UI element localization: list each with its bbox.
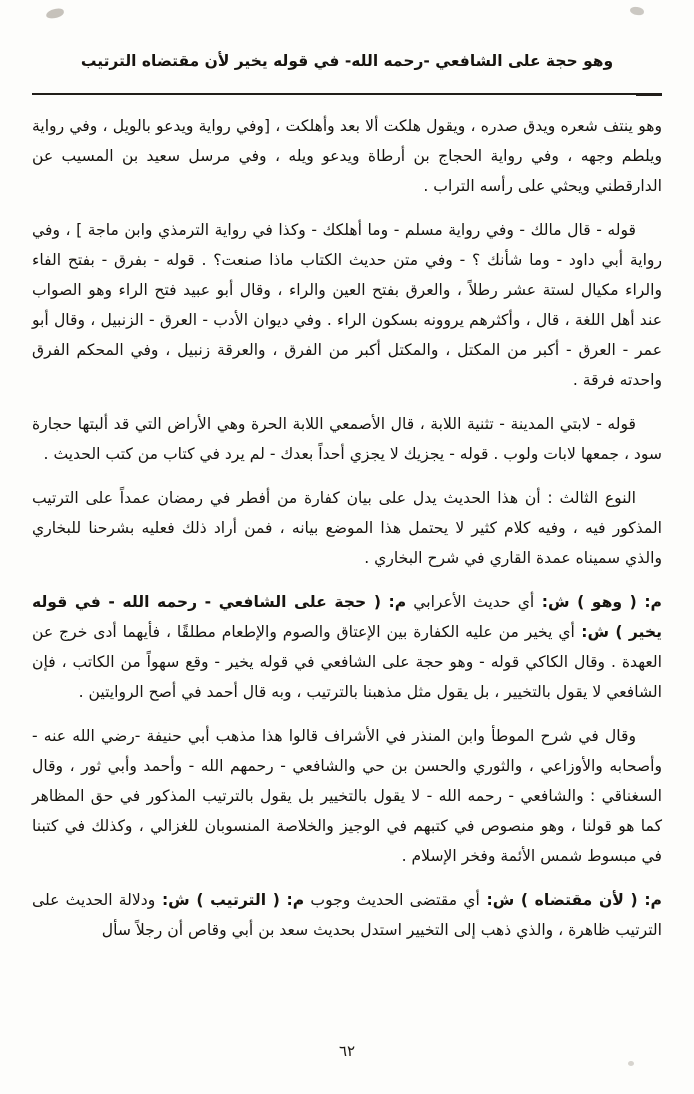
page-number: ٦٢ — [338, 1042, 356, 1060]
paragraph — [32, 483, 662, 573]
text-run: م: ( حجة على الشافعي - رحمه الله - في قوله يخير ) — [32, 593, 662, 641]
running-header: وهو حجة على الشافعي -رحمه الله- في قوله يخير لأن مقتضاه الترتيب — [80, 52, 614, 70]
text-run: وقال في شرح الموطأ وابن المنذر في الأشراف قالوا هذا مذهب أبي حنيفة -رضي الله عنه - وأصحابه والأوزاعي ، والثوري والحسن بن حي والشافعي - رحمهم الله - وأحمد وأبي ثور ، وقال السغناقي : والشافعي - رحمه الله - لا يقول بالتخيير بل يقول بالترتيب المذكور في حق المظاهر كما هو قولنا ، وهو منصوص في كتبهم في الوجيز والخلاصة المنسوبان للغزالي ، وكذلك في كتبنا في مبسوط شمس الأئمة وفخر الإسلام . — [32, 727, 662, 865]
text-run: أي يخير من عليه الكفارة بين الإعتاق والصوم والإطعام مطلقًا ، فأيهما أدى خرج عن العهدة . وقال الكاكي قوله - وهو حجة على الشافعي في قوله يخير - وقع سهواً من الكاتب ، فإن الشافعي لا يقول بالتخيير ، بل يقول مثل مذهبنا بالترتيب ، وبه قال أحمد في أصح الروايتين . — [32, 623, 662, 701]
text-run: ودلالة الحديث على الترتيب ظاهرة ، والذي ذهب إلى التخيير استدل بحديث سعد بن أبي وقاص أن رجلاً سأل — [32, 891, 662, 939]
paragraph — [32, 111, 662, 201]
text-run: أي حديث الأعرابي — [406, 593, 535, 611]
paragraph — [32, 587, 662, 707]
page-body — [32, 111, 662, 945]
text-run: م: ( الترتيب ) ش: — [155, 891, 305, 909]
paragraph — [32, 885, 662, 945]
ink-mark — [630, 6, 645, 15]
header-divider — [32, 93, 662, 95]
text-run: قوله - قال مالك - وفي رواية مسلم - وما أهلكك - وكذا في رواية الترمذي وابن ماجة ] ، وفي رواية أبي داود - وما شأنك ؟ - وفي متن حديث الكتاب ماذا صنعت؟ . قوله - بفرق - بفتح الفاء والراء مكيال لستة عشر رطلاً ، والعرق بفتح العين والراء ، وقال أبو عبيد فتح الراء وهو الصواب عند أهل اللغة ، قال ، وأكثرهم يروونه بسكون الراء . وفي ديوان الأدب - العرق - الزنبيل ، وقال أبو عمر - العرق - أكبر من المكتل ، والمكتل أكبر من الفرق ، والعرقة زنبيل ، وفي المحكم الفرق واحدته فرقة . — [32, 221, 662, 389]
text-run: وهو ينتف شعره ويدق صدره ، ويقول هلكت ألا بعد وأهلكت ، [وفي رواية ويدعو بالويل ، وفي رواية ويلطم وجهه ، وفي رواية الحجاج بن أرطاة ويدعو ويله ، وفي مرسل سعيد بن المسيب عن الدارقطني ويحثي على رأسه التراب . — [32, 117, 662, 195]
text-run: م: ( لأن مقتضاه ) ش: — [479, 891, 662, 909]
text-run: قوله - لابتي المدينة - تثنية اللابة ، قال الأصمعي اللابة الحرة وهي الأراض التي قد ألبتها حجارة سود ، جمعها لابات ولوب . قوله - يجزيك لا يجزي أحداً بعدك - لم يرد في كتاب من كتب الحديث . — [32, 415, 662, 463]
text-run: أي مقتضى الحديث وجوب — [304, 891, 480, 909]
text-run: م: ( وهو ) ش: — [534, 593, 662, 611]
paragraph — [32, 215, 662, 395]
text-run: ش: — [574, 623, 609, 641]
paragraph — [32, 409, 662, 469]
ink-mark — [45, 8, 64, 20]
ink-mark — [628, 1061, 634, 1066]
paragraph — [32, 721, 662, 871]
text-run: النوع الثالث : أن هذا الحديث يدل على بيان كفارة من أفطر في رمضان عمداً على الترتيب المذكور فيه ، وفيه كلام كثير لا يحتمل هذا الموضع بيانه ، فمن أراد ذلك فعليه بشرحنا للبخاري والذي سميناه عمدة القاري في شرح البخاري . — [32, 489, 662, 567]
